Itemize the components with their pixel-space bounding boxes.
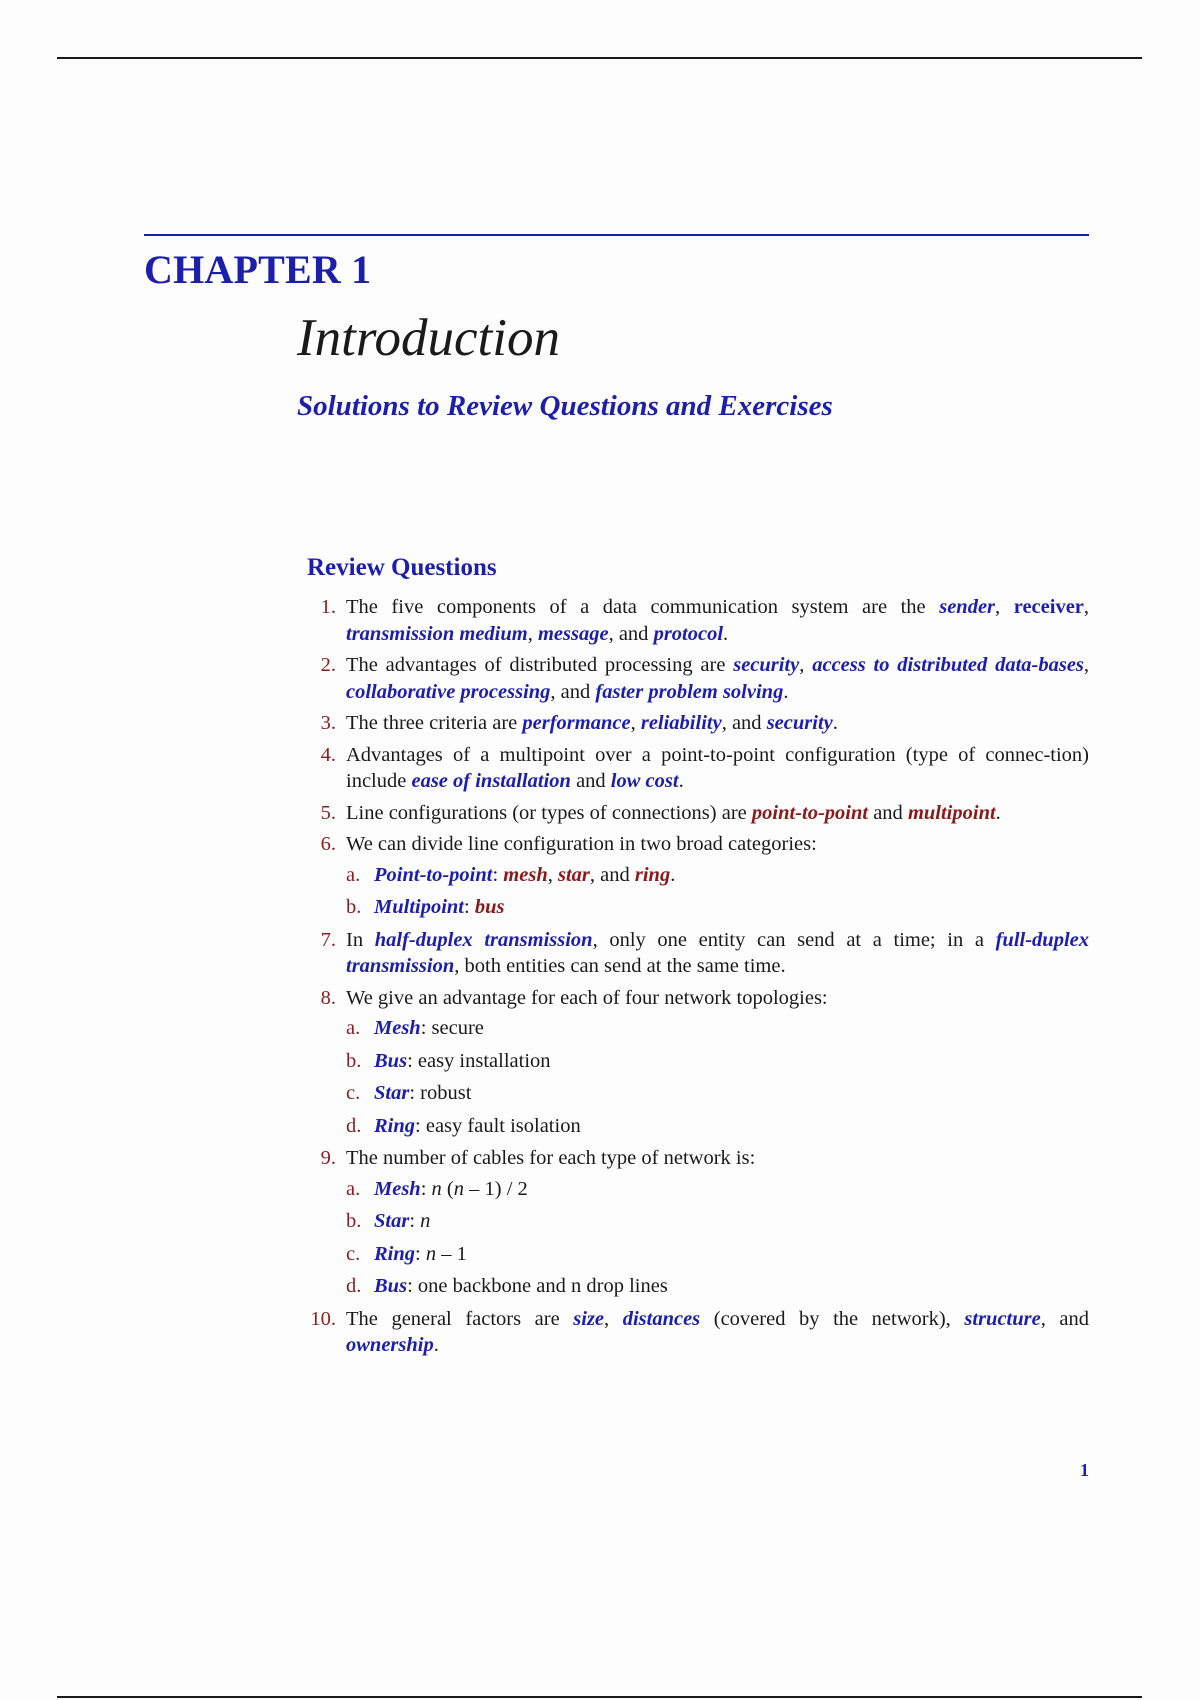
question-number: 3. bbox=[320, 712, 336, 734]
sub-item: d. Bus: one backbone and n drop lines bbox=[346, 1275, 668, 1297]
question-10: 10. The general factors are size, distances (covered by the network), structure, and ownership. bbox=[306, 1306, 1089, 1359]
question-number: 2. bbox=[320, 654, 336, 676]
chapter-title: Introduction bbox=[297, 309, 561, 367]
question-3: 3. The three criteria are performance, reliability, and security. bbox=[306, 710, 1089, 737]
question-number: 8. bbox=[320, 986, 336, 1009]
question-number: 5. bbox=[320, 801, 336, 824]
review-question-list bbox=[306, 594, 1089, 1364]
question-2: 2. The advantages of distributed processing are security, access to distributed data-bases, collaborative processing, and faster problem solving. bbox=[306, 652, 1089, 705]
sub-item: b. Bus: easy installation bbox=[346, 1049, 551, 1072]
question-1: 1. The five components of a data communication system are the sender, receiver, transmission medium, message, and protocol. bbox=[306, 594, 1089, 647]
section-heading: Review Questions bbox=[307, 554, 497, 581]
question-7: 7. In half-duplex transmission, only one entity can send at a time; in a full-duplex transmission, both entities can send at the same time. bbox=[306, 927, 1089, 980]
question-number: 10. bbox=[310, 1307, 336, 1330]
sub-item: a. Mesh: secure bbox=[346, 1017, 484, 1039]
page-number: 1 bbox=[1080, 1460, 1089, 1480]
question-number: 4. bbox=[320, 743, 336, 766]
sub-item: a. Mesh: n (n – 1) / 2 bbox=[346, 1177, 528, 1200]
bottom-rule bbox=[57, 1696, 1142, 1698]
sub-list bbox=[346, 1176, 1089, 1300]
sub-item: a. Point-to-point: mesh, star, and ring. bbox=[346, 863, 676, 886]
question-number: 1. bbox=[320, 596, 336, 618]
question-8: 8. We give an advantage for each of four network topologies: a. Mesh: secure b. Bus: easy installation c. Star: robust d. Ring: easy fault isolation bbox=[306, 985, 1089, 1140]
sub-item: b. Multipoint: bus bbox=[346, 896, 505, 918]
question-number: 6. bbox=[320, 833, 336, 855]
question-4: 4. Advantages of a multipoint over a point-to-point configuration (type of connec-tion) include ease of installation and low cost. bbox=[306, 742, 1089, 795]
sub-item: b. Star: n bbox=[346, 1210, 431, 1232]
chapter-rule bbox=[144, 234, 1089, 236]
question-number: 9. bbox=[320, 1147, 336, 1169]
sub-item: c. Ring: n – 1 bbox=[346, 1242, 467, 1265]
sub-item: d. Ring: easy fault isolation bbox=[346, 1114, 581, 1137]
question-9: 9. The number of cables for each type of network is: a. Mesh: n (n – 1) / 2 b. Star: n c. Ring: n – 1 d. Bus: one backbone and n drop lines bbox=[306, 1145, 1089, 1300]
chapter-label: CHAPTER 1 bbox=[144, 247, 372, 292]
chapter-subtitle: Solutions to Review Questions and Exercises bbox=[297, 390, 833, 422]
top-rule bbox=[57, 57, 1142, 59]
sub-list bbox=[346, 1015, 1089, 1139]
sub-list bbox=[346, 862, 1089, 921]
sub-item: c. Star: robust bbox=[346, 1082, 472, 1104]
question-number: 7. bbox=[320, 928, 336, 951]
question-6: 6. We can divide line configuration in two broad categories: a. Point-to-point: mesh, star, and ring. b. Multipoint: bus bbox=[306, 831, 1089, 921]
question-5: 5. Line configurations (or types of connections) are point-to-point and multipoint. bbox=[306, 800, 1089, 827]
